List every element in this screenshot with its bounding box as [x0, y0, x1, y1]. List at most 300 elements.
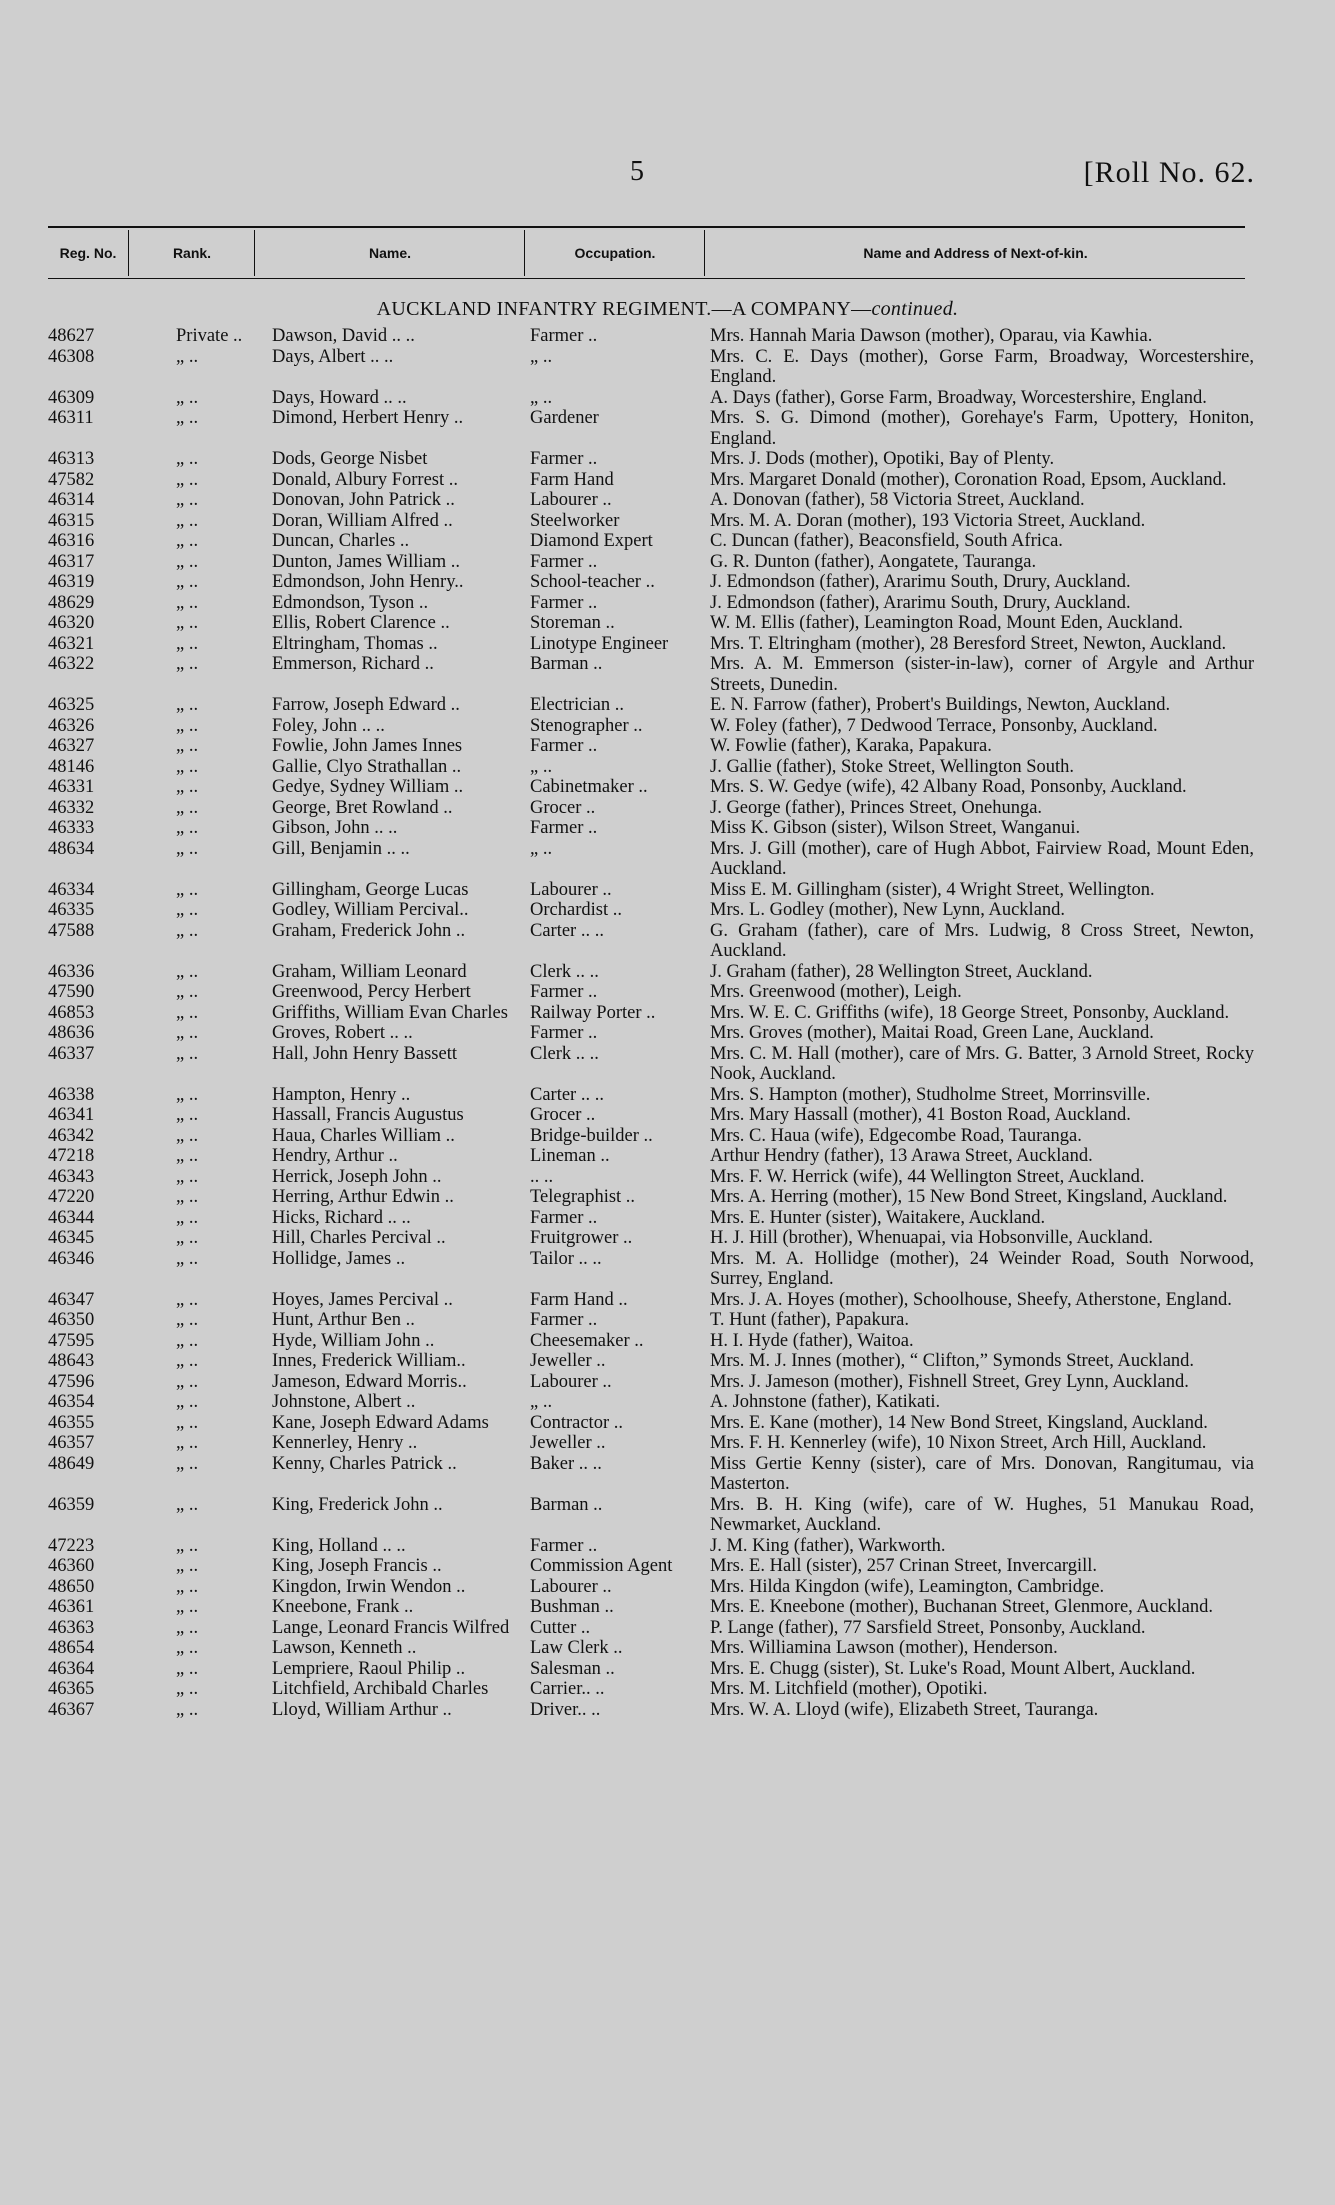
- roll-table: [48, 326, 1258, 1720]
- name-cell: Doran, William Alfred ..: [272, 510, 453, 531]
- name-cell: Donovan, John Patrick ..: [272, 490, 455, 510]
- next-of-kin-cell: Arthur Hendry (father), 13 Arawa Street, Auckland.: [710, 1146, 1093, 1166]
- next-of-kin-cell: Mrs. W. E. C. Griffiths (wife), 18 George Street, Ponsonby, Auckland.: [710, 1002, 1230, 1023]
- name-cell: Edmondson, John Henry..: [272, 572, 464, 592]
- occupation-cell: Contractor ..: [530, 1412, 623, 1433]
- occupation-cell: Farmer ..: [530, 551, 598, 572]
- occupation-cell: Labourer ..: [530, 1576, 612, 1597]
- reg-no-cell: 46338: [48, 1084, 95, 1105]
- occupation-cell: Orchardist ..: [530, 900, 622, 920]
- next-of-kin-cell: Mrs. E. Kneebone (mother), Buchanan Street, Glenmore, Auckland.: [710, 1597, 1213, 1617]
- next-of-kin-cell: Miss K. Gibson (sister), Wilson Street, Wanganui.: [710, 818, 1081, 838]
- occupation-cell: Farmer ..: [530, 1310, 598, 1330]
- occupation-cell: Commission Agent: [530, 1556, 673, 1576]
- next-of-kin-cell: J. Edmondson (father), Ararimu South, Drury, Auckland.: [710, 592, 1131, 613]
- occupation-cell: Lineman ..: [530, 1146, 610, 1166]
- rank-cell: „ ..: [176, 408, 199, 428]
- rank-cell: „ ..: [176, 1248, 199, 1269]
- next-of-kin-cell: Mrs. S. G. Dimond (mother), Gorehaye's Farm, Upottery, Honiton, England.: [710, 408, 1254, 449]
- name-cell: Emmerson, Richard ..: [272, 654, 434, 674]
- next-of-kin-cell: Mrs. A. Herring (mother), 15 New Bond Street, Kingsland, Auckland.: [710, 1187, 1228, 1207]
- table-row: [48, 921, 1258, 962]
- table-row: [48, 839, 1258, 880]
- table-row: [48, 736, 1258, 757]
- reg-no-cell: 47588: [48, 920, 95, 941]
- table-row: [48, 962, 1258, 983]
- name-cell: Gallie, Clyo Strathallan ..: [272, 756, 462, 777]
- table-row: [48, 531, 1258, 552]
- name-cell: Hoyes, James Percival ..: [272, 1289, 453, 1310]
- occupation-cell: Steelworker: [530, 510, 620, 531]
- reg-no-cell: 46361: [48, 1597, 95, 1617]
- table-row: [48, 982, 1258, 1003]
- occupation-cell: Farmer ..: [530, 326, 598, 346]
- rank-cell: „ ..: [176, 736, 199, 756]
- name-cell: Litchfield, Archibald Charles: [272, 1679, 489, 1699]
- occupation-cell: Farm Hand: [530, 469, 614, 490]
- reg-no-cell: 46335: [48, 900, 95, 920]
- table-row: [48, 613, 1258, 634]
- next-of-kin-cell: Mrs. Hilda Kingdon (wife), Leamington, Cambridge.: [710, 1576, 1105, 1597]
- reg-no-cell: 48654: [48, 1638, 95, 1658]
- reg-no-cell: 46332: [48, 797, 95, 818]
- occupation-cell: Barman ..: [530, 654, 603, 674]
- name-cell: Kingdon, Irwin Wendon ..: [272, 1576, 466, 1597]
- next-of-kin-cell: T. Hunt (father), Papakura.: [710, 1310, 909, 1330]
- table-row: [48, 552, 1258, 573]
- occupation-cell: Farmer ..: [530, 1535, 598, 1556]
- reg-no-cell: 46315: [48, 510, 95, 531]
- rank-cell: „ ..: [176, 777, 199, 797]
- rank-cell: „ ..: [176, 654, 199, 674]
- rank-cell: „ ..: [176, 1187, 199, 1207]
- column-header-rank: Rank.: [128, 230, 255, 276]
- table-row: [48, 1392, 1258, 1413]
- occupation-cell: Farmer ..: [530, 982, 598, 1002]
- reg-no-cell: 46367: [48, 1699, 95, 1720]
- rank-cell: „ ..: [176, 1433, 199, 1453]
- rank-cell: „ ..: [176, 1535, 199, 1556]
- next-of-kin-cell: E. N. Farrow (father), Probert's Buildings, Newton, Auckland.: [710, 695, 1171, 715]
- table-row: [48, 634, 1258, 655]
- next-of-kin-cell: Miss Gertie Kenny (sister), care of Mrs. Donovan, Rangitumau, via Masterton.: [710, 1453, 1254, 1494]
- next-of-kin-cell: W. Fowlie (father), Karaka, Papakura.: [710, 736, 992, 756]
- table-row: [48, 347, 1258, 388]
- occupation-cell: Farmer ..: [530, 449, 598, 469]
- rank-cell: „ ..: [176, 1597, 199, 1617]
- reg-no-cell: 46355: [48, 1412, 95, 1433]
- rank-cell: „ ..: [176, 592, 199, 613]
- reg-no-cell: 47596: [48, 1371, 95, 1392]
- occupation-cell: Farmer ..: [530, 818, 598, 838]
- reg-no-cell: 46357: [48, 1433, 95, 1453]
- next-of-kin-cell: J. Gallie (father), Stoke Street, Wellington South.: [710, 756, 1074, 777]
- reg-no-cell: 47218: [48, 1146, 95, 1166]
- name-cell: Hall, John Henry Bassett: [272, 1043, 457, 1064]
- reg-no-cell: 46325: [48, 695, 95, 715]
- occupation-cell: Clerk .. ..: [530, 961, 599, 982]
- table-row: [48, 1167, 1258, 1188]
- rank-cell: „ ..: [176, 1679, 199, 1699]
- table-row: [48, 716, 1258, 737]
- name-cell: Hampton, Henry ..: [272, 1084, 411, 1105]
- rank-cell: „ ..: [176, 1392, 199, 1412]
- reg-no-cell: 46350: [48, 1310, 95, 1330]
- header-rule-top: [48, 226, 1245, 228]
- table-row: [48, 1454, 1258, 1495]
- occupation-cell: „ ..: [530, 387, 553, 408]
- reg-no-cell: 46333: [48, 818, 95, 838]
- occupation-cell: Labourer ..: [530, 879, 612, 900]
- rank-cell: „ ..: [176, 1658, 199, 1679]
- next-of-kin-cell: Mrs. E. Hunter (sister), Waitakere, Auckland.: [710, 1207, 1046, 1228]
- next-of-kin-cell: Mrs. J. Gill (mother), care of Hugh Abbot, Fairview Road, Mount Eden, Auckland.: [710, 838, 1254, 879]
- next-of-kin-cell: W. Foley (father), 7 Dedwood Terrace, Ponsonby, Auckland.: [710, 715, 1158, 736]
- name-cell: Hill, Charles Percival ..: [272, 1228, 446, 1248]
- rank-cell: „ ..: [176, 469, 199, 490]
- name-cell: Kane, Joseph Edward Adams: [272, 1412, 489, 1433]
- next-of-kin-cell: H. I. Hyde (father), Waitoa.: [710, 1330, 914, 1351]
- rank-cell: „ ..: [176, 449, 199, 469]
- name-cell: Kennerley, Henry ..: [272, 1433, 418, 1453]
- next-of-kin-cell: Mrs. M. A. Hollidge (mother), 24 Weinder Road, South Norwood, Surrey, England.: [710, 1248, 1254, 1289]
- occupation-cell: Bridge-builder ..: [530, 1125, 653, 1146]
- rank-cell: „ ..: [176, 818, 199, 838]
- next-of-kin-cell: C. Duncan (father), Beaconsfield, South Africa.: [710, 531, 1063, 551]
- name-cell: Hendry, Arthur ..: [272, 1146, 398, 1166]
- next-of-kin-cell: J. Edmondson (father), Ararimu South, Drury, Auckland.: [710, 572, 1131, 592]
- table-row: [48, 1577, 1258, 1598]
- name-cell: Hassall, Francis Augustus: [272, 1105, 464, 1125]
- next-of-kin-cell: P. Lange (father), 77 Sarsfield Street, Ponsonby, Auckland.: [710, 1617, 1146, 1638]
- rank-cell: „ ..: [176, 961, 199, 982]
- roll-number: [Roll No. 62.: [1083, 156, 1255, 189]
- reg-no-cell: 48650: [48, 1576, 95, 1597]
- rank-cell: „ ..: [176, 1105, 199, 1125]
- name-cell: George, Bret Rowland ..: [272, 797, 453, 818]
- reg-no-cell: 46853: [48, 1002, 95, 1023]
- reg-no-cell: 46320: [48, 613, 95, 633]
- table-row: [48, 1638, 1258, 1659]
- occupation-cell: Driver.. ..: [530, 1699, 601, 1720]
- table-row: [48, 1413, 1258, 1434]
- table-row: [48, 1618, 1258, 1639]
- occupation-cell: Cabinetmaker ..: [530, 777, 648, 797]
- next-of-kin-cell: Mrs. J. Jameson (mother), Fishnell Street, Grey Lynn, Auckland.: [710, 1371, 1189, 1392]
- name-cell: Kenny, Charles Patrick ..: [272, 1453, 457, 1474]
- reg-no-cell: 46360: [48, 1556, 95, 1576]
- table-row: [48, 1126, 1258, 1147]
- next-of-kin-cell: Mrs. Groves (mother), Maitai Road, Green Lane, Auckland.: [710, 1023, 1154, 1043]
- reg-no-cell: 46321: [48, 633, 95, 654]
- table-row: [48, 798, 1258, 819]
- next-of-kin-cell: Mrs. E. Kane (mother), 14 New Bond Street, Kingsland, Auckland.: [710, 1412, 1208, 1433]
- rank-cell: „ ..: [176, 1146, 199, 1166]
- rank-cell: „ ..: [176, 1207, 199, 1228]
- rank-cell: „ ..: [176, 838, 199, 859]
- next-of-kin-cell: J. M. King (father), Warkworth.: [710, 1535, 946, 1556]
- rank-cell: „ ..: [176, 1043, 199, 1064]
- reg-no-cell: 46327: [48, 736, 95, 756]
- table-row: [48, 1023, 1258, 1044]
- reg-no-cell: 47582: [48, 469, 95, 490]
- reg-no-cell: 48146: [48, 756, 95, 777]
- table-row: [48, 1146, 1258, 1167]
- reg-no-cell: 46322: [48, 654, 95, 674]
- column-header-next-of-kin: Name and Address of Next-of-kin.: [704, 230, 1246, 276]
- table-row: [48, 1659, 1258, 1680]
- rank-cell: „ ..: [176, 756, 199, 777]
- reg-no-cell: 46309: [48, 387, 95, 408]
- occupation-cell: Jeweller ..: [530, 1351, 606, 1371]
- next-of-kin-cell: W. M. Ellis (father), Leamington Road, Mount Eden, Auckland.: [710, 613, 1184, 633]
- occupation-cell: Tailor .. ..: [530, 1248, 602, 1269]
- next-of-kin-cell: Mrs. J. Dods (mother), Opotiki, Bay of Plenty.: [710, 449, 1055, 469]
- name-cell: Johnstone, Albert ..: [272, 1392, 416, 1412]
- column-header-occupation: Occupation.: [524, 230, 705, 276]
- table-row: [48, 654, 1258, 695]
- rank-cell: „ ..: [176, 572, 199, 592]
- occupation-cell: Fruitgrower ..: [530, 1228, 633, 1248]
- reg-no-cell: 48636: [48, 1023, 95, 1043]
- occupation-cell: .. ..: [530, 1166, 554, 1187]
- reg-no-cell: 46345: [48, 1228, 95, 1248]
- occupation-cell: Carrier.. ..: [530, 1679, 605, 1699]
- occupation-cell: Clerk .. ..: [530, 1043, 599, 1064]
- next-of-kin-cell: A. Donovan (father), 58 Victoria Street, Auckland.: [710, 490, 1085, 510]
- table-row: [48, 449, 1258, 470]
- rank-cell: „ ..: [176, 1576, 199, 1597]
- reg-no-cell: 46316: [48, 531, 95, 551]
- name-cell: King, Holland .. ..: [272, 1535, 406, 1556]
- next-of-kin-cell: Mrs. Mary Hassall (mother), 41 Boston Road, Auckland.: [710, 1105, 1131, 1125]
- section-title-text: AUCKLAND INFANTRY REGIMENT.—A COMPANY—: [376, 298, 872, 320]
- name-cell: Farrow, Joseph Edward ..: [272, 695, 460, 715]
- next-of-kin-cell: Mrs. B. H. King (wife), care of W. Hughes, 51 Manukau Road, Newmarket, Auckland.: [710, 1494, 1254, 1535]
- name-cell: Donald, Albury Forrest ..: [272, 469, 459, 490]
- name-cell: Days, Albert .. ..: [272, 346, 394, 367]
- occupation-cell: Baker .. ..: [530, 1453, 602, 1474]
- next-of-kin-cell: Mrs. Williamina Lawson (mother), Henderson.: [710, 1638, 1058, 1658]
- name-cell: Dods, George Nisbet: [272, 449, 428, 469]
- occupation-cell: Railway Porter ..: [530, 1002, 656, 1023]
- name-cell: Days, Howard .. ..: [272, 387, 407, 408]
- rank-cell: „ ..: [176, 1125, 199, 1146]
- reg-no-cell: 48627: [48, 326, 95, 346]
- next-of-kin-cell: Mrs. C. E. Days (mother), Gorse Farm, Broadway, Worcestershire, England.: [710, 346, 1254, 387]
- table-row: [48, 1187, 1258, 1208]
- reg-no-cell: 46331: [48, 777, 95, 797]
- rank-cell: „ ..: [176, 1371, 199, 1392]
- occupation-cell: Linotype Engineer: [530, 633, 669, 654]
- next-of-kin-cell: G. Graham (father), care of Mrs. Ludwig, 8 Cross Street, Newton, Auckland.: [710, 920, 1254, 961]
- table-row: [48, 1556, 1258, 1577]
- occupation-cell: „ ..: [530, 346, 553, 367]
- name-cell: Eltringham, Thomas ..: [272, 633, 438, 654]
- next-of-kin-cell: Mrs. Greenwood (mother), Leigh.: [710, 982, 962, 1002]
- table-row: [48, 695, 1258, 716]
- column-header-name: Name.: [254, 230, 525, 276]
- table-row: [48, 1331, 1258, 1352]
- reg-no-cell: 47590: [48, 982, 95, 1002]
- rank-cell: Private ..: [176, 326, 243, 346]
- reg-no-cell: 47595: [48, 1330, 95, 1351]
- next-of-kin-cell: Mrs. M. J. Innes (mother), “ Clifton,” Symonds Street, Auckland.: [710, 1351, 1195, 1371]
- table-row: [48, 1310, 1258, 1331]
- reg-no-cell: 46313: [48, 449, 95, 469]
- name-cell: Gill, Benjamin .. ..: [272, 838, 410, 859]
- reg-no-cell: 46336: [48, 961, 95, 982]
- table-row: [48, 900, 1258, 921]
- name-cell: Gillingham, George Lucas: [272, 879, 469, 900]
- occupation-cell: Bushman ..: [530, 1597, 614, 1617]
- next-of-kin-cell: Mrs. E. Hall (sister), 257 Crinan Street, Invercargill.: [710, 1556, 1098, 1576]
- occupation-cell: Grocer ..: [530, 1105, 596, 1125]
- next-of-kin-cell: Mrs. E. Chugg (sister), St. Luke's Road, Mount Albert, Auckland.: [710, 1658, 1196, 1679]
- reg-no-cell: 46344: [48, 1207, 95, 1228]
- rank-cell: „ ..: [176, 1023, 199, 1043]
- table-row: [48, 572, 1258, 593]
- name-cell: Foley, John .. ..: [272, 715, 385, 736]
- table-row: [48, 757, 1258, 778]
- occupation-cell: Storeman ..: [530, 613, 615, 633]
- name-cell: Dawson, David .. ..: [272, 326, 415, 346]
- occupation-cell: „ ..: [530, 756, 553, 777]
- table-row: [48, 880, 1258, 901]
- rank-cell: „ ..: [176, 1330, 199, 1351]
- reg-no-cell: 46347: [48, 1289, 95, 1310]
- name-cell: Herrick, Joseph John ..: [272, 1166, 442, 1187]
- occupation-cell: Cheesemaker ..: [530, 1330, 644, 1351]
- name-cell: Haua, Charles William ..: [272, 1125, 455, 1146]
- table-row: [48, 1679, 1258, 1700]
- rank-cell: „ ..: [176, 715, 199, 736]
- column-header-reg-no: Reg. No.: [59, 245, 117, 261]
- next-of-kin-cell: Mrs. S. W. Gedye (wife), 42 Albany Road, Ponsonby, Auckland.: [710, 777, 1187, 797]
- occupation-cell: Stenographer ..: [530, 715, 643, 736]
- next-of-kin-cell: Mrs. C. M. Hall (mother), care of Mrs. G. Batter, 3 Arnold Street, Rocky Nook, Auckland.: [710, 1043, 1254, 1084]
- reg-no-cell: 46311: [48, 408, 94, 428]
- name-cell: Greenwood, Percy Herbert: [272, 982, 471, 1002]
- name-cell: Jameson, Edward Morris..: [272, 1371, 467, 1392]
- name-cell: Ellis, Robert Clarence ..: [272, 613, 450, 633]
- reg-no-cell: 48643: [48, 1351, 95, 1371]
- rank-cell: „ ..: [176, 1351, 199, 1371]
- name-cell: Hyde, William John ..: [272, 1330, 435, 1351]
- table-row: [48, 1249, 1258, 1290]
- rank-cell: „ ..: [176, 695, 199, 715]
- occupation-cell: Farmer ..: [530, 1207, 598, 1228]
- name-cell: Gedye, Sydney William ..: [272, 777, 464, 797]
- next-of-kin-cell: A. Days (father), Gorse Farm, Broadway, Worcestershire, England.: [710, 387, 1207, 408]
- table-row: [48, 388, 1258, 409]
- table-row: [48, 1044, 1258, 1085]
- table-row: [48, 1597, 1258, 1618]
- occupation-cell: Barman ..: [530, 1494, 603, 1515]
- name-cell: Hunt, Arthur Ben ..: [272, 1310, 415, 1330]
- next-of-kin-cell: Mrs. C. Haua (wife), Edgecombe Road, Tauranga.: [710, 1125, 1082, 1146]
- name-cell: Dunton, James William ..: [272, 551, 461, 572]
- next-of-kin-cell: J. George (father), Princes Street, Onehunga.: [710, 797, 1043, 818]
- name-cell: Kneebone, Frank ..: [272, 1597, 414, 1617]
- name-cell: Hollidge, James ..: [272, 1248, 406, 1269]
- table-row: [48, 1536, 1258, 1557]
- table-row: [48, 511, 1258, 532]
- reg-no-cell: 47220: [48, 1187, 95, 1207]
- table-row: [48, 1003, 1258, 1024]
- reg-no-cell: 46343: [48, 1166, 95, 1187]
- name-cell: Groves, Robert .. ..: [272, 1023, 413, 1043]
- next-of-kin-cell: Mrs. F. W. Herrick (wife), 44 Wellington Street, Auckland.: [710, 1166, 1145, 1187]
- reg-no-cell: 46334: [48, 879, 95, 900]
- name-cell: Lawson, Kenneth ..: [272, 1638, 417, 1658]
- table-row: [48, 1208, 1258, 1229]
- section-continued: continued.: [871, 298, 959, 320]
- next-of-kin-cell: Mrs. J. A. Hoyes (mother), Schoolhouse, Sheefy, Atherstone, England.: [710, 1289, 1232, 1310]
- rank-cell: „ ..: [176, 387, 199, 408]
- name-cell: Lloyd, William Arthur ..: [272, 1699, 452, 1720]
- rank-cell: „ ..: [176, 551, 199, 572]
- next-of-kin-cell: Miss E. M. Gillingham (sister), 4 Wright Street, Wellington.: [710, 879, 1155, 900]
- rank-cell: „ ..: [176, 900, 199, 920]
- occupation-cell: Jeweller ..: [530, 1433, 606, 1453]
- rank-cell: „ ..: [176, 1412, 199, 1433]
- occupation-cell: Labourer ..: [530, 1371, 612, 1392]
- name-cell: Graham, Frederick John ..: [272, 920, 466, 941]
- reg-no-cell: 48629: [48, 592, 95, 613]
- occupation-cell: Cutter ..: [530, 1617, 591, 1638]
- section-title: [0, 298, 1335, 321]
- occupation-cell: Farmer ..: [530, 592, 598, 613]
- rank-cell: „ ..: [176, 1556, 199, 1576]
- reg-no-cell: 48634: [48, 838, 95, 859]
- reg-no-cell: 46317: [48, 551, 95, 572]
- name-cell: Graham, William Leonard: [272, 961, 467, 982]
- table-row: [48, 1228, 1258, 1249]
- occupation-cell: Grocer ..: [530, 797, 596, 818]
- next-of-kin-cell: Mrs. L. Godley (mother), New Lynn, Auckland.: [710, 900, 1066, 920]
- rank-cell: „ ..: [176, 1617, 199, 1638]
- next-of-kin-cell: G. R. Dunton (father), Aongatete, Tauranga.: [710, 551, 1037, 572]
- next-of-kin-cell: Mrs. M. Litchfield (mother), Opotiki.: [710, 1679, 988, 1699]
- next-of-kin-cell: Mrs. S. Hampton (mother), Studholme Street, Morrinsville.: [710, 1084, 1151, 1105]
- rank-cell: „ ..: [176, 1228, 199, 1248]
- table-row: [48, 408, 1258, 449]
- occupation-cell: Law Clerk ..: [530, 1638, 623, 1658]
- reg-no-cell: 48649: [48, 1453, 95, 1474]
- table-row: [48, 1433, 1258, 1454]
- reg-no-cell: 46337: [48, 1043, 95, 1064]
- table-row: [48, 1351, 1258, 1372]
- table-row: [48, 326, 1258, 347]
- rank-cell: „ ..: [176, 1699, 199, 1720]
- reg-no-cell: 46314: [48, 490, 95, 510]
- next-of-kin-cell: Mrs. W. A. Lloyd (wife), Elizabeth Street, Tauranga.: [710, 1699, 1099, 1720]
- occupation-cell: Carter .. ..: [530, 920, 604, 941]
- name-cell: Duncan, Charles ..: [272, 531, 410, 551]
- rank-cell: „ ..: [176, 490, 199, 510]
- name-cell: Innes, Frederick William..: [272, 1351, 466, 1371]
- next-of-kin-cell: Mrs. T. Eltringham (mother), 28 Beresford Street, Newton, Auckland.: [710, 633, 1227, 654]
- name-cell: Lempriere, Raoul Philip ..: [272, 1658, 466, 1679]
- name-cell: Dimond, Herbert Henry ..: [272, 408, 464, 428]
- reg-no-cell: 46365: [48, 1679, 95, 1699]
- table-row: [48, 777, 1258, 798]
- table-row: [48, 490, 1258, 511]
- reg-no-cell: 46342: [48, 1125, 95, 1146]
- rank-cell: „ ..: [176, 531, 199, 551]
- rank-cell: „ ..: [176, 1310, 199, 1330]
